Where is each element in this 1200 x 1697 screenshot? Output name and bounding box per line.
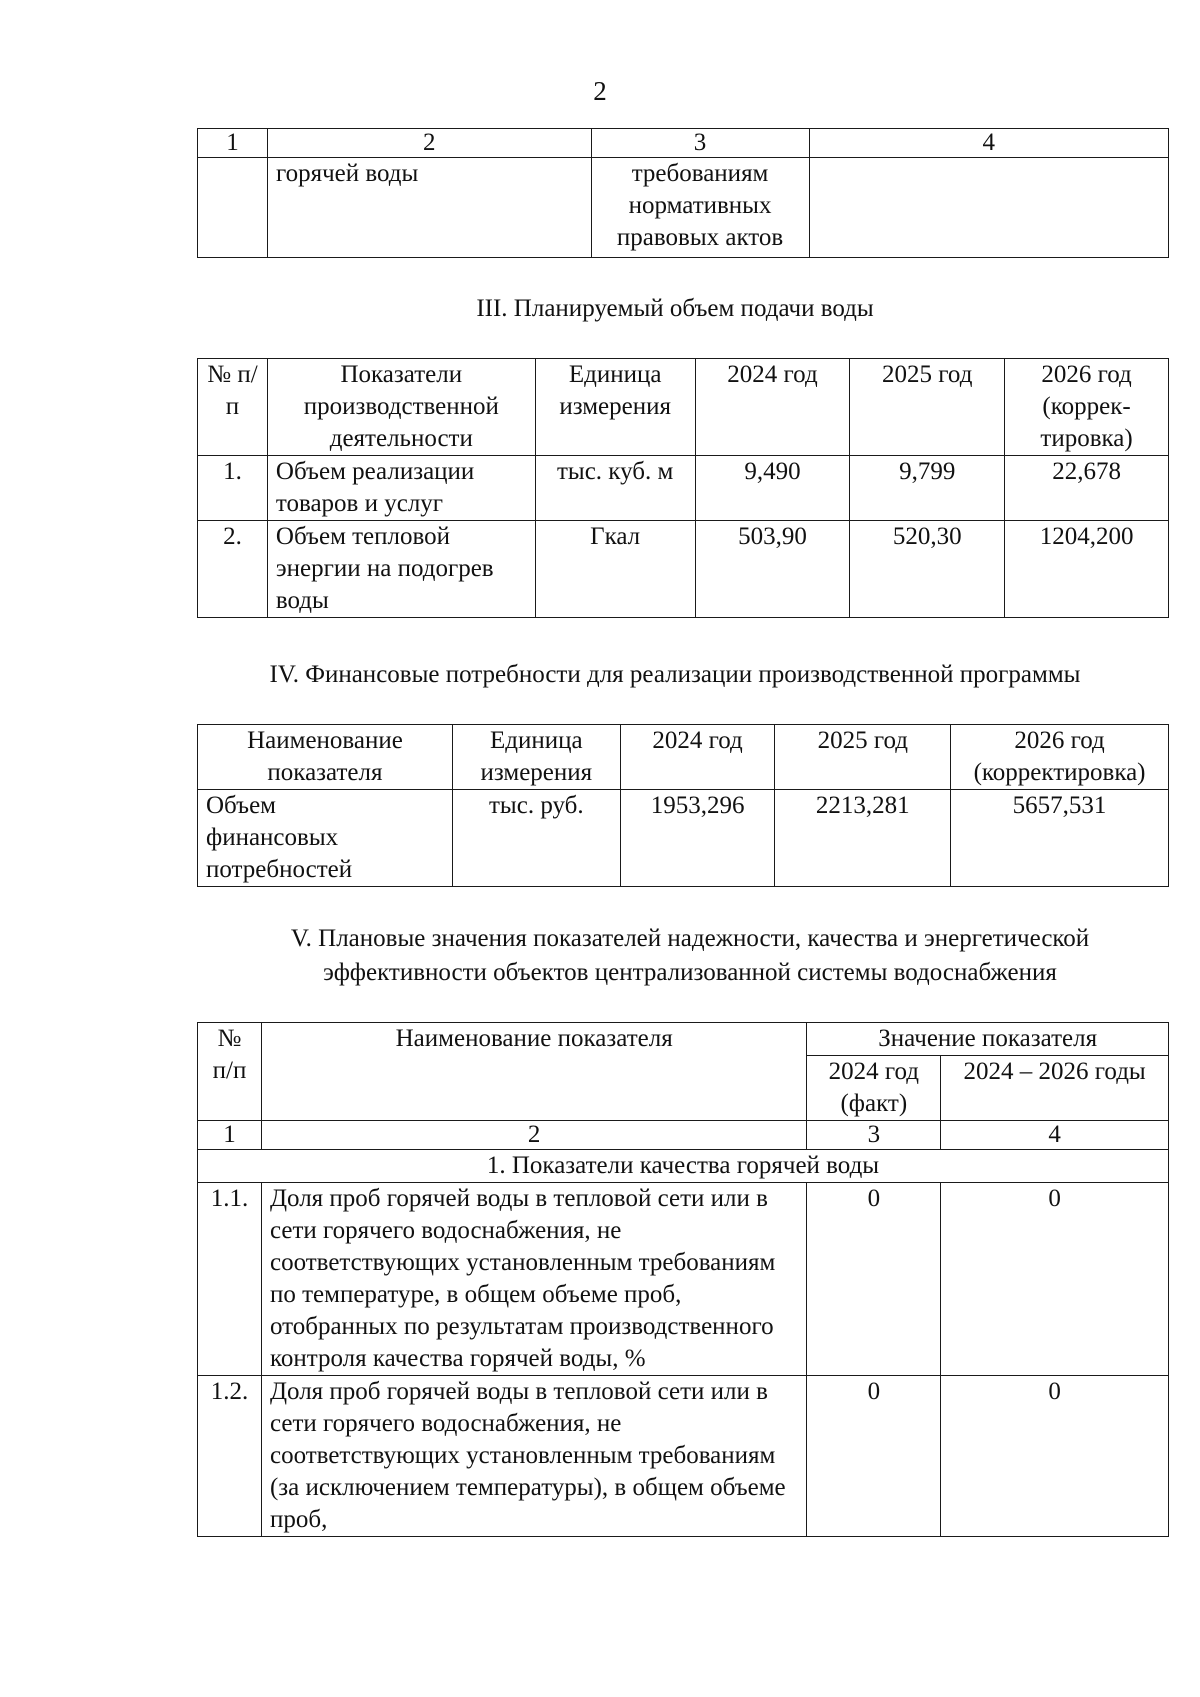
header-unit: Единица измерения	[452, 725, 620, 790]
header-2025: 2025 год	[850, 359, 1005, 456]
row-num: 1.	[198, 456, 268, 521]
header-indicator: Показатели производственной деятельности	[267, 359, 535, 456]
water-supply-table	[197, 358, 1169, 618]
header-num: № п/п	[198, 1023, 262, 1121]
row-2026: 1204,200	[1005, 521, 1169, 618]
row-unit: тыс. руб.	[452, 790, 620, 887]
group-title: 1. Показатели качества горячей воды	[198, 1150, 1169, 1183]
table-header-row	[198, 129, 1169, 158]
column-index: 1	[198, 1121, 262, 1150]
row-fact: 0	[807, 1183, 941, 1376]
section4-title: IV. Финансовые потребности для реализации производственной программы	[269, 661, 1081, 688]
header-name: Наименование показателя	[261, 1023, 806, 1121]
table-row	[198, 521, 1169, 618]
column-index: 2	[261, 1121, 806, 1150]
table-header-row	[198, 725, 1169, 790]
column-index: 2	[267, 129, 591, 158]
header-value-group: Значение показателя	[807, 1023, 1169, 1056]
header-fact: 2024 год (факт)	[807, 1056, 941, 1121]
section3-title: III. Планируемый объем подачи воды	[476, 295, 874, 322]
reliability-indicators-table	[197, 1022, 1169, 1537]
row-2025: 9,799	[850, 456, 1005, 521]
page-number: 2	[593, 76, 607, 106]
continuation-table	[197, 128, 1169, 258]
row-name: Доля проб горячей воды в тепловой сети или в сети горячего водоснабжения, не соответствующих установленным требованиям (за исключением температуры), в общем объеме проб,	[261, 1376, 806, 1537]
header-2024: 2024 год	[620, 725, 775, 790]
header-2026: 2026 год (коррек-тировка)	[1005, 359, 1169, 456]
row-num: 1.1.	[198, 1183, 262, 1376]
table-cell: требованиям нормативных правовых актов	[591, 158, 809, 258]
table-cell	[809, 158, 1169, 258]
row-2025: 2213,281	[775, 790, 951, 887]
row-plan: 0	[941, 1376, 1169, 1537]
column-index: 4	[809, 129, 1169, 158]
table-row	[198, 456, 1169, 521]
table-cell	[198, 158, 268, 258]
row-indicator: Объем тепловой энергии на подогрев воды	[267, 521, 535, 618]
table-row	[198, 1376, 1169, 1537]
row-name: Доля проб горячей воды в тепловой сети или в сети горячего водоснабжения, не соответствующих установленным требованиям по температуре, в общем объеме проб, отобранных по результатам производственного контроля качества горячей воды, %	[261, 1183, 806, 1376]
header-unit: Единица измерения	[535, 359, 695, 456]
row-2024: 1953,296	[620, 790, 775, 887]
row-unit: тыс. куб. м	[535, 456, 695, 521]
header-2024: 2024 год	[695, 359, 850, 456]
row-num: 1.2.	[198, 1376, 262, 1537]
row-unit: Гкал	[535, 521, 695, 618]
row-2026: 5657,531	[951, 790, 1169, 887]
header-plan: 2024 – 2026 годы	[941, 1056, 1169, 1121]
row-name: Объем финансовых потребностей	[198, 790, 453, 887]
header-2026: 2026 год (корректировка)	[951, 725, 1169, 790]
column-index: 4	[941, 1121, 1169, 1150]
table-header-row	[198, 359, 1169, 456]
header-2025: 2025 год	[775, 725, 951, 790]
section5-title: V. Плановые значения показателей надежности, качества и энергетической эффективности объектов централизованной системы водоснабжения	[290, 925, 1090, 986]
table-cell: горячей воды	[267, 158, 591, 258]
row-indicator: Объем реализации товаров и услуг	[267, 456, 535, 521]
row-2026: 22,678	[1005, 456, 1169, 521]
row-2024: 503,90	[695, 521, 850, 618]
index-row	[198, 1121, 1169, 1150]
group-row	[198, 1150, 1169, 1183]
header-num: № п/п	[198, 359, 268, 456]
table-header-row	[198, 1023, 1169, 1056]
column-index: 1	[198, 129, 268, 158]
row-num: 2.	[198, 521, 268, 618]
row-2025: 520,30	[850, 521, 1005, 618]
row-plan: 0	[941, 1183, 1169, 1376]
table-row	[198, 790, 1169, 887]
row-2024: 9,490	[695, 456, 850, 521]
row-fact: 0	[807, 1376, 941, 1537]
table-row	[198, 158, 1169, 258]
column-index: 3	[591, 129, 809, 158]
table-row	[198, 1183, 1169, 1376]
column-index: 3	[807, 1121, 941, 1150]
header-name: Наименование показателя	[198, 725, 453, 790]
financial-needs-table	[197, 724, 1169, 887]
